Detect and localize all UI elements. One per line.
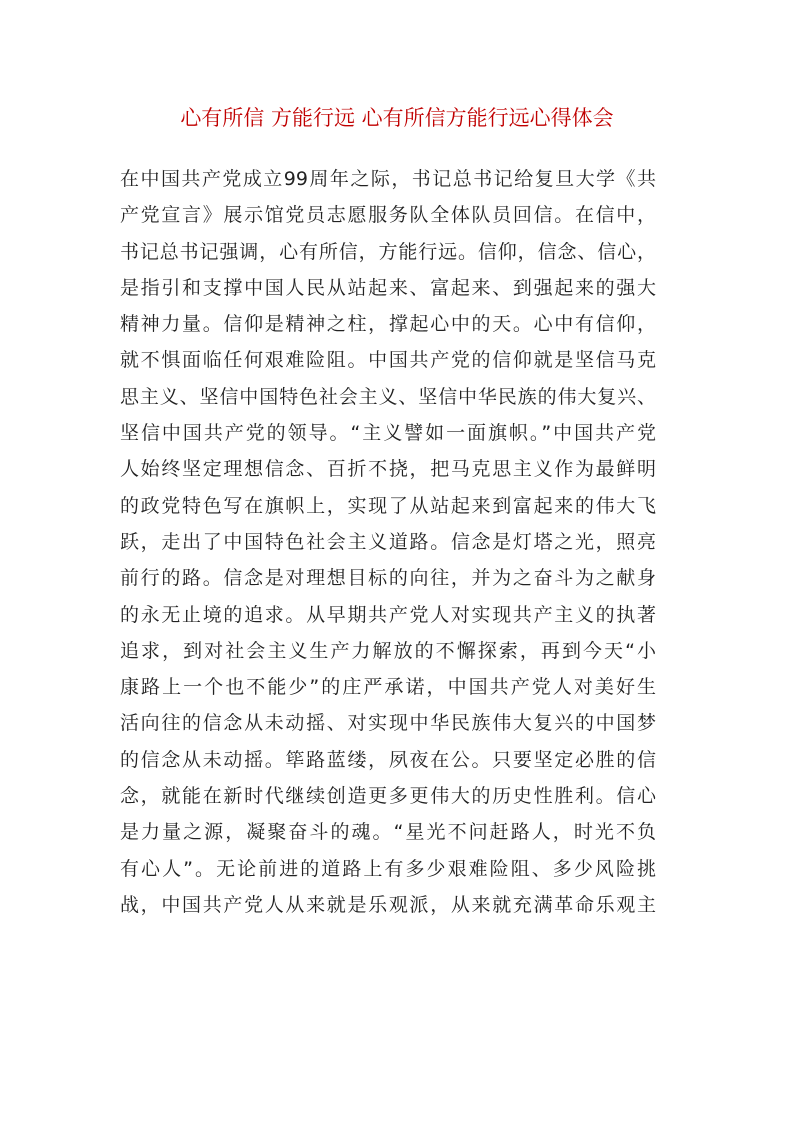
paragraph-line: 的永无止境的追求。从早期共产党人对实现共产主义的执著 (120, 603, 656, 626)
paragraph-line: 在中国共产党成立99周年之际，书记总书记给复旦大学《共 (120, 168, 656, 190)
paragraph-line: 念，就能在新时代继续创造更多更伟大的历史性胜利。信心 (120, 785, 656, 808)
paragraph-line: 书记总书记强调，心有所信，方能行远。信仰，信念、信心， (120, 240, 656, 263)
paragraph-line: 战，中国共产党人从来就是乐观派，从来就充满革命乐观主 (120, 893, 656, 916)
paragraph-line: 的政党特色写在旗帜上，实现了从站起来到富起来的伟大飞 (120, 494, 656, 517)
paragraph-line: 精神力量。信仰是精神之柱，撑起心中的天。心中有信仰， (120, 313, 656, 336)
paragraph-line: 产党宣言》展示馆党员志愿服务队全体队员回信。在信中， (120, 204, 656, 227)
paragraph-line: 人始终坚定理想信念、百折不挠，把马克思主义作为最鲜明 (120, 458, 656, 481)
paragraph-line: 康路上一个也不能少”的庄严承诺，中国共产党人对美好生 (120, 676, 656, 699)
paragraph-line: 思主义、坚信中国特色社会主义、坚信中华民族的伟大复兴、 (120, 385, 656, 408)
paragraph-line: 追求，到对社会主义生产力解放的不懈探索，再到今天“小 (120, 639, 656, 662)
paragraph-line: 是力量之源，凝聚奋斗的魂。“星光不问赶路人，时光不负 (120, 821, 656, 844)
document-body (120, 161, 656, 923)
paragraph-line: 前行的路。信念是对理想目标的向往，并为之奋斗为之献身 (120, 567, 656, 590)
paragraph-line: 跃，走出了中国特色社会主义道路。信念是灯塔之光，照亮 (120, 530, 656, 553)
paragraph-line: 是指引和支撑中国人民从站起来、富起来、到强起来的强大 (120, 276, 656, 299)
paragraph-line: 有心人”。无论前进的道路上有多少艰难险阻、多少风险挑 (120, 857, 656, 880)
paragraph-line: 坚信中国共产党的领导。“主义譬如一面旗帜。”中国共产党 (120, 422, 656, 445)
paragraph-line: 活向往的信念从未动摇、对实现中华民族伟大复兴的中国梦 (120, 712, 656, 735)
paragraph-line: 就不惧面临任何艰难险阻。中国共产党的信仰就是坚信马克 (120, 349, 656, 372)
document-title: 心有所信 方能行远 心有所信方能行远心得体会 (180, 106, 614, 130)
paragraph-line: 的信念从未动摇。筚路蓝缕，夙夜在公。只要坚定必胜的信 (120, 748, 656, 771)
